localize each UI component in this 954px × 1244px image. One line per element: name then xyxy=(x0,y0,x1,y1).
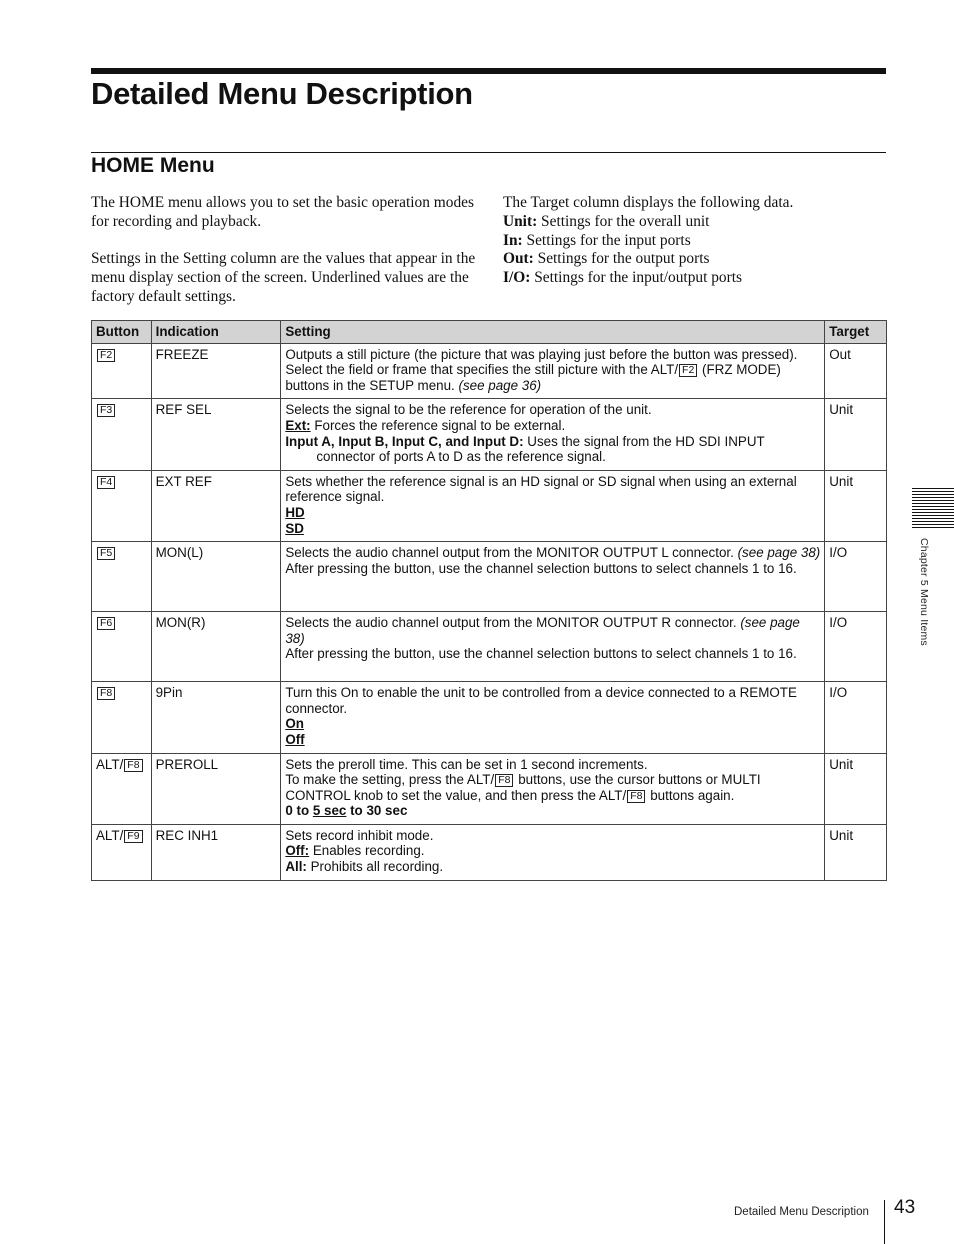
target-legend-item: Unit: Settings for the overall unit xyxy=(503,212,710,230)
table-row xyxy=(92,343,887,399)
indication-cell: 9Pin xyxy=(151,682,281,753)
function-key: F2 xyxy=(679,364,697,377)
button-cell: ALT/ F9 xyxy=(92,824,152,880)
function-key: F2 xyxy=(97,349,115,362)
indication-cell: FREEZE xyxy=(151,343,281,399)
table-row xyxy=(92,542,887,612)
indication-cell: PREROLL xyxy=(151,753,281,824)
indication-cell: MON(R) xyxy=(151,612,281,682)
default-value: Ext: xyxy=(285,417,311,433)
setting-cell: Sets the preroll time. This can be set in 1 second increments. To make the setting, press the ALT/ F8 buttons, use the cursor buttons or MULTI CONTROL knob to set the value, and then press the ALT/ F8 buttons again. 0 to 5 sec to 30 sec xyxy=(281,753,825,824)
page-number: 43 xyxy=(894,1197,916,1218)
function-key: F9 xyxy=(124,830,142,843)
setting-cell: Sets record inhibit mode. Off: Enables recording. All: Prohibits all recording. xyxy=(281,824,825,880)
setting-cell: Outputs a still picture (the picture that was playing just before the button was pressed). Select the field or frame that specifies the still picture with the ALT/ F2 (FRZ MODE) buttons in the SETUP menu. (see page 36) xyxy=(281,343,825,399)
target-cell: Unit xyxy=(825,753,887,824)
button-cell xyxy=(92,399,152,470)
function-key: F6 xyxy=(97,617,115,630)
default-value: HD xyxy=(285,504,305,520)
function-key: F8 xyxy=(495,774,513,787)
page-reference: (see page 38) xyxy=(285,615,800,646)
setting-cell: Selects the signal to be the reference for operation of the unit. Ext: Forces the reference signal to be external. Input A, Input B, Input C, and Input D: Uses the signal from the HD SDI INPUT connector of ports A to D as the reference signal. xyxy=(281,399,825,470)
table-header-row xyxy=(92,321,887,344)
default-value: 5 sec xyxy=(312,803,347,819)
page-reference: (see page 36) xyxy=(458,377,542,393)
button-cell: ALT/ F8 xyxy=(92,753,152,824)
intro-paragraph: Settings in the Setting column are the values that appear in the menu display section of the screen. Underlined values are the factory default settings. xyxy=(91,250,476,305)
target-legend-item: Out: Settings for the output ports xyxy=(503,250,710,268)
table-row xyxy=(92,682,887,753)
footer-divider xyxy=(884,1200,885,1244)
target-cell: I/O xyxy=(825,682,887,753)
section-rule xyxy=(91,152,886,153)
indication-cell: REF SEL xyxy=(151,399,281,470)
option-value: SD xyxy=(285,520,304,536)
indication-cell: MON(L) xyxy=(151,542,281,612)
function-key: F4 xyxy=(97,476,115,489)
button-cell xyxy=(92,612,152,682)
table-row xyxy=(92,824,887,880)
target-cell: Unit xyxy=(825,470,887,541)
setting-cell: Selects the audio channel output from the MONITOR OUTPUT L connector. (see page 38) After pressing the button, use the channel selection buttons to select channels 1 to 16. xyxy=(281,542,825,612)
function-key: F3 xyxy=(97,404,115,417)
button-cell xyxy=(92,542,152,612)
target-legend-item: In: Settings for the input ports xyxy=(503,231,691,249)
setting-cell: Turn this On to enable the unit to be controlled from a device connected to a REMOTE connector. On Off xyxy=(281,682,825,753)
page-title: Detailed Menu Description xyxy=(91,76,473,111)
header-setting: Setting xyxy=(281,321,825,344)
option-value: On xyxy=(285,716,304,732)
page-reference: (see page 38) xyxy=(737,545,821,561)
default-value: Off xyxy=(285,731,305,747)
header-indication: Indication xyxy=(151,321,281,344)
button-cell xyxy=(92,343,152,399)
setting-cell: Selects the audio channel output from the MONITOR OUTPUT R connector. (see page 38) After pressing the button, use the channel selection buttons to select channels 1 to 16. xyxy=(281,612,825,682)
section-title: HOME Menu xyxy=(91,154,215,177)
button-cell xyxy=(92,470,152,541)
intro-right-column xyxy=(503,194,886,288)
chapter-thumb-tab xyxy=(912,488,954,528)
table-row xyxy=(92,753,887,824)
table-row xyxy=(92,612,887,682)
target-cell: I/O xyxy=(825,612,887,682)
default-value: Off: xyxy=(285,843,310,859)
indication-cell: REC INH1 xyxy=(151,824,281,880)
function-key: F8 xyxy=(124,759,142,772)
intro-left-column xyxy=(91,194,476,307)
home-menu-table xyxy=(91,320,887,881)
header-target: Target xyxy=(825,321,887,344)
table-row xyxy=(92,399,887,470)
target-cell: I/O xyxy=(825,542,887,612)
table-row xyxy=(92,470,887,541)
setting-cell: Sets whether the reference signal is an HD signal or SD signal when using an external reference signal. HD SD xyxy=(281,470,825,541)
target-legend-intro: The Target column displays the following data. xyxy=(503,194,794,211)
indication-cell: EXT REF xyxy=(151,470,281,541)
target-legend-item: I/O: Settings for the input/output ports xyxy=(503,269,742,287)
intro-paragraph: The HOME menu allows you to set the basic operation modes for recording and playback. xyxy=(91,194,474,230)
target-cell: Unit xyxy=(825,399,887,470)
button-cell xyxy=(92,682,152,753)
target-cell: Unit xyxy=(825,824,887,880)
function-key: F8 xyxy=(627,790,645,803)
function-key: F5 xyxy=(97,547,115,560)
footer-section-label: Detailed Menu Description xyxy=(734,1206,869,1218)
function-key: F8 xyxy=(97,687,115,700)
title-rule xyxy=(91,68,886,74)
header-button: Button xyxy=(92,321,152,344)
target-cell: Out xyxy=(825,343,887,399)
chapter-label: Chapter 5 Menu Items xyxy=(918,538,930,646)
